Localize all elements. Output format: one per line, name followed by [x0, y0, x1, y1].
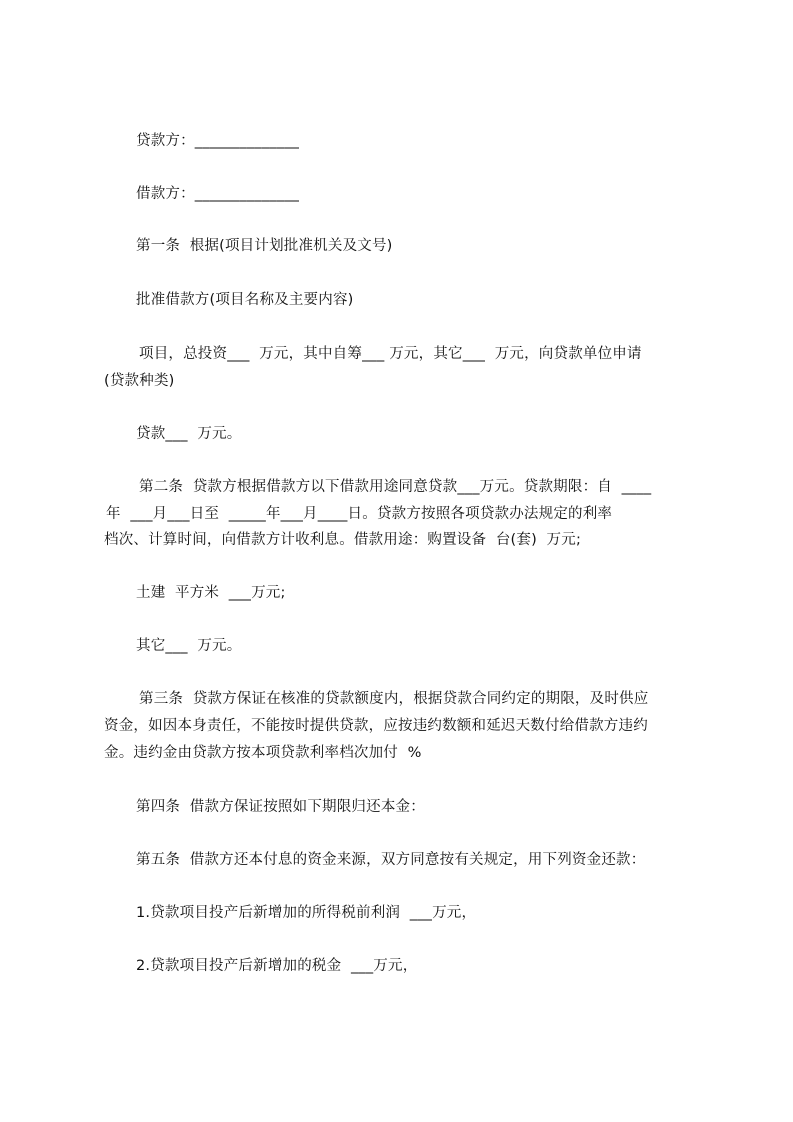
borrower-line: 借款方：______________: [136, 186, 300, 202]
article-1-line-2: 批准借款方(项目名称及主要内容): [136, 292, 354, 308]
item-2-line: 2.贷款项目投产后新增加的税金 ___万元，: [136, 958, 418, 974]
project-line-2: (贷款种类): [104, 373, 175, 389]
other-line: 其它___ 万元。: [136, 638, 242, 654]
article-5-line: 第五条 借款方还本付息的资金来源，双方同意按有关规定，用下列资金还款：: [136, 852, 646, 868]
article-3-line-2: 资金，如因本身责任，不能按时提供贷款，应按违约数额和延迟天数付给借款方违约: [104, 718, 648, 734]
article-2-line-3: 档次、计算时间，向借款方计收利息。借款用途：购置设备 台(套) 万元;: [104, 532, 582, 548]
loan-line: 贷款___ 万元。: [136, 426, 242, 442]
item-1-line: 1.贷款项目投产后新增加的所得税前利润 ___万元，: [136, 905, 477, 921]
article-4-line: 第四条 借款方保证按照如下期限归还本金：: [136, 799, 425, 815]
project-line-1: 项目，总投资___ 万元，其中自筹___ 万元，其它___ 万元，向贷款单位申请: [139, 346, 642, 362]
article-2-line-1: 第二条 贷款方根据借款方以下借款用途同意贷款___万元。贷款期限：自 ____: [139, 479, 652, 495]
lender-line: 贷款方：______________: [136, 133, 300, 149]
article-3-line-1: 第三条 贷款方保证在核准的贷款额度内，根据贷款合同约定的期限，及时供应: [139, 691, 649, 707]
article-1-line-1: 第一条 根据(项目计划批准机关及文号): [136, 238, 393, 254]
article-2-line-2: 年 ___月___日至 _____年___月____日。贷款方按照各项贷款办法规定的利率: [106, 506, 613, 522]
article-3-line-3: 金。违约金由贷款方按本项贷款利率档次加付 %: [104, 745, 422, 761]
construction-line: 土建 平方米 ___万元;: [136, 585, 286, 601]
